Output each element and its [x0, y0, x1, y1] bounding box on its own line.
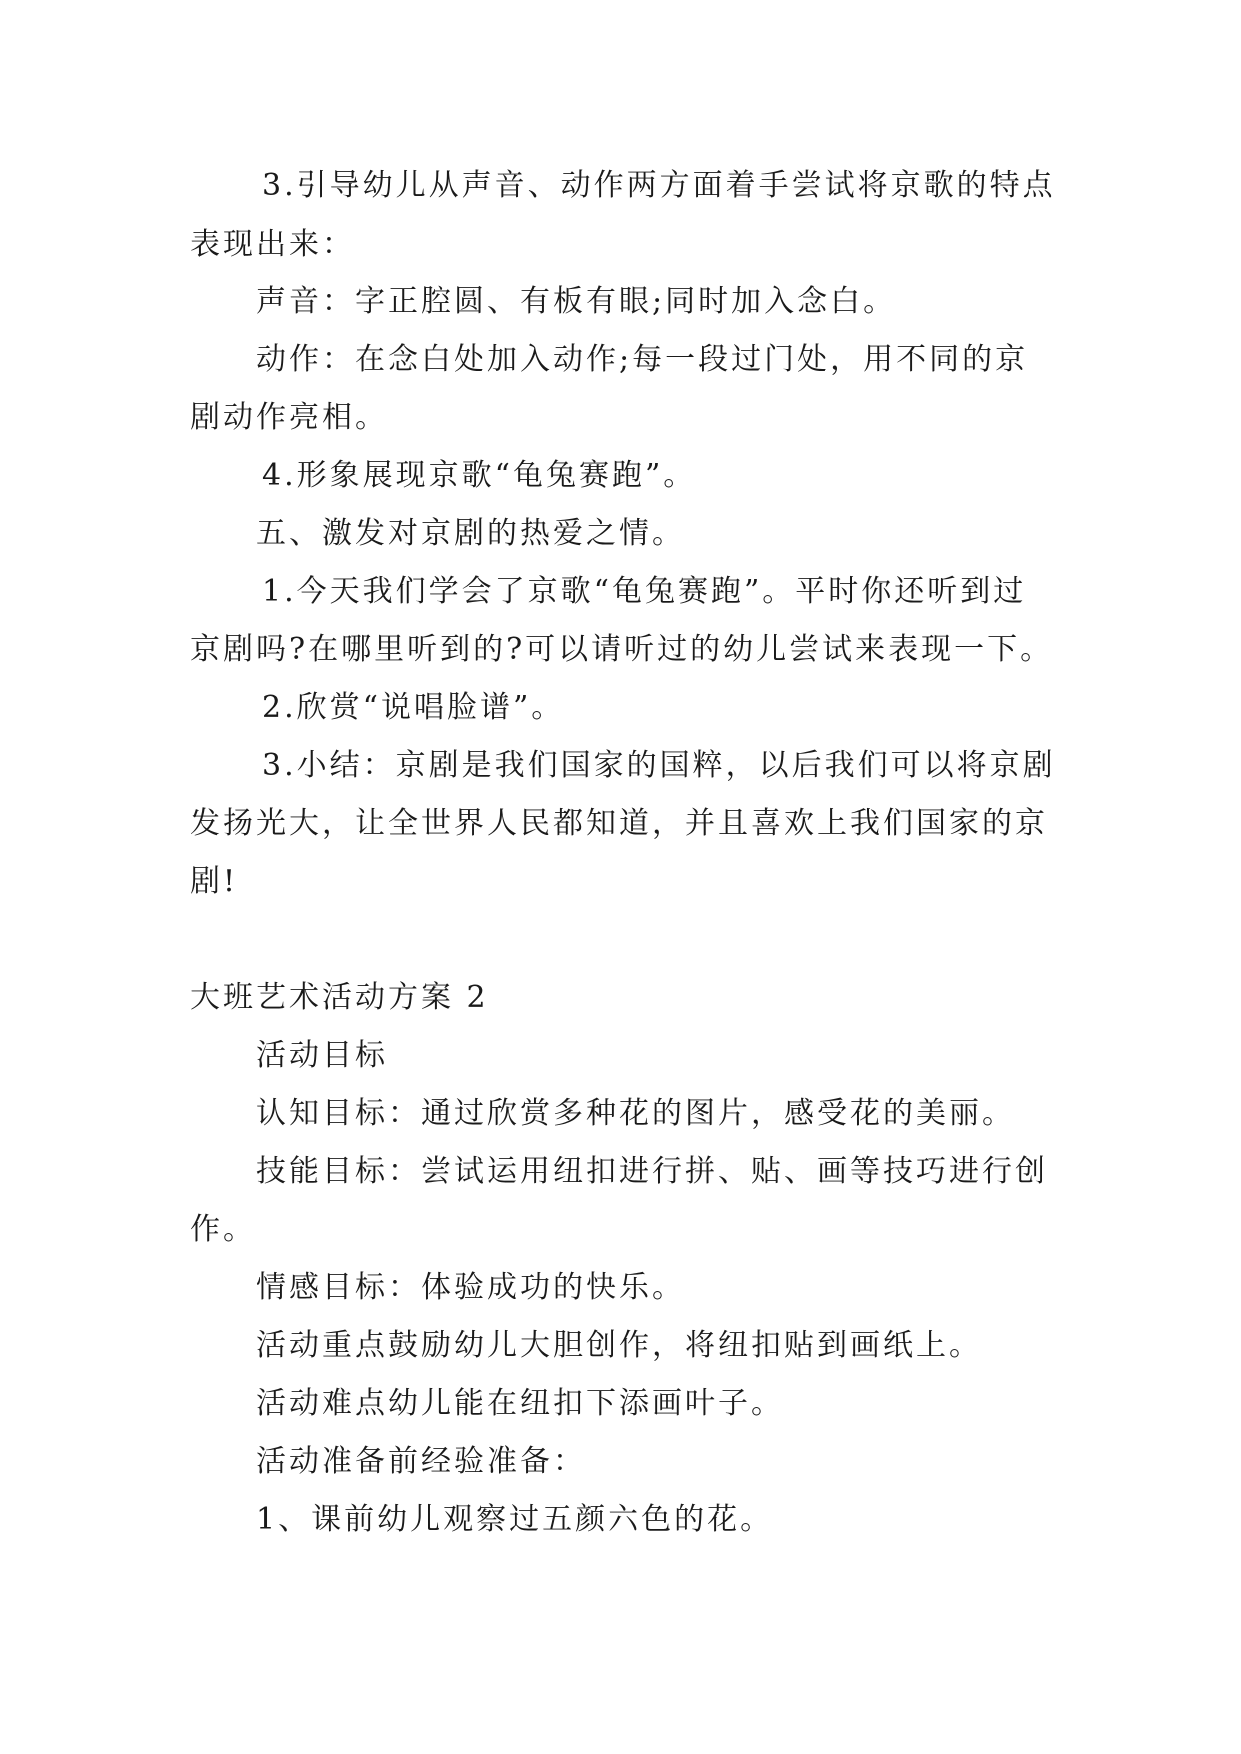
- paragraph-line: 1.今天我们学会了京歌“龟兔赛跑”。平时你还听到过: [262, 574, 1027, 609]
- paragraph-line: 京剧吗?在哪里听到的?可以请听过的幼儿尝试来表现一下。: [190, 632, 1054, 667]
- paragraph-line: 作。: [190, 1212, 256, 1247]
- paragraph-line: 表现出来：: [190, 227, 355, 262]
- paragraph-line: 活动难点幼儿能在纽扣下添画叶子。: [256, 1386, 784, 1421]
- paragraph-line: 情感目标：体验成功的快乐。: [256, 1270, 685, 1305]
- paragraph-line: 3.小结：京剧是我们国家的国粹，以后我们可以将京剧: [262, 748, 1056, 783]
- paragraph-line: 剧!: [190, 864, 239, 899]
- paragraph-line: 认知目标：通过欣赏多种花的图片，感受花的美丽。: [256, 1096, 1015, 1131]
- section-heading: 五、激发对京剧的热爱之情。: [256, 516, 685, 551]
- paragraph-line: 2.欣赏“说唱脸谱”。: [262, 690, 565, 725]
- paragraph-line: 动作：在念白处加入动作;每一段过门处，用不同的京: [256, 342, 1029, 377]
- paragraph-line: 剧动作亮相。: [190, 400, 388, 435]
- paragraph-line: 技能目标：尝试运用纽扣进行拼、贴、画等技巧进行创: [256, 1154, 1048, 1189]
- paragraph-line: 声音：字正腔圆、有板有眼;同时加入念白。: [256, 284, 897, 319]
- document-title: 大班艺术活动方案 2: [190, 980, 489, 1015]
- paragraph-line: 发扬光大，让全世界人民都知道，并且喜欢上我们国家的京: [190, 806, 1048, 841]
- paragraph-line: 3.引导幼儿从声音、动作两方面着手尝试将京歌的特点: [262, 168, 1056, 203]
- paragraph-line: 1、课前幼儿观察过五颜六色的花。: [256, 1502, 774, 1537]
- section-heading: 活动目标: [256, 1038, 388, 1073]
- paragraph-line: 4.形象展现京歌“龟兔赛跑”。: [262, 458, 697, 493]
- paragraph-line: 活动重点鼓励幼儿大胆创作，将纽扣贴到画纸上。: [256, 1328, 982, 1363]
- paragraph-line: 活动准备前经验准备：: [256, 1444, 586, 1479]
